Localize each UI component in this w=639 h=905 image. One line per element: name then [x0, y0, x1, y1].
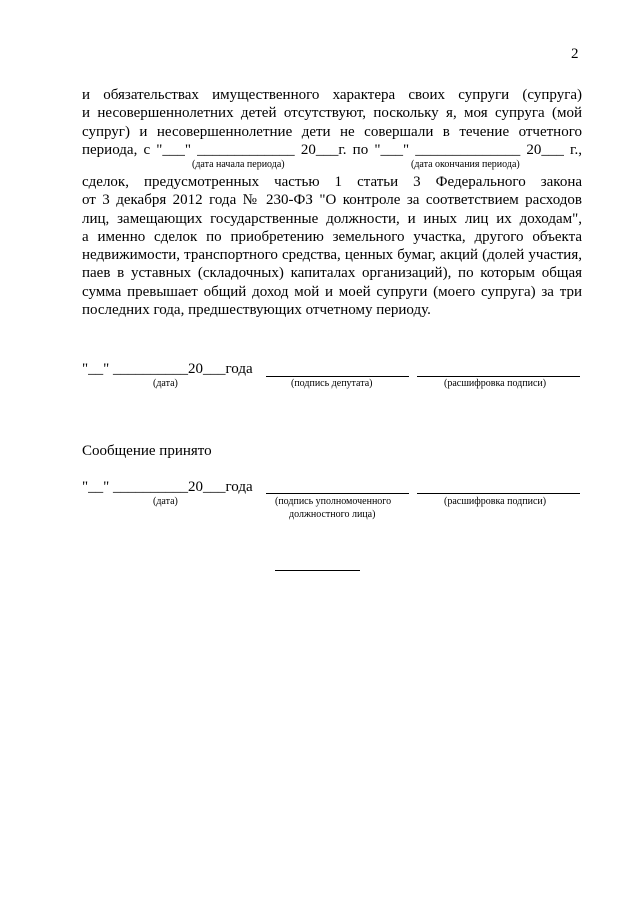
text-line: периода, с "___" _____________ 20___г. по "___" ______________ 20___ г., [82, 141, 582, 158]
paragraph-period-statement [82, 86, 582, 159]
paragraph-transactions [82, 173, 582, 319]
decoding-line [417, 493, 580, 494]
text-line: паев в уставных (складочных) капиталах организаций), по которым общая [82, 265, 582, 282]
text-line: от 3 декабря 2012 года № 230-ФЗ "О контроле за соответствием расходов [82, 192, 582, 209]
signature-caption: (подпись уполномоченного [275, 496, 392, 507]
decoding-caption: (расшифровка подписи) [444, 496, 547, 507]
signature-caption: (подпись депутата) [291, 378, 373, 389]
end-separator-line [275, 570, 360, 571]
text-line: последних года, предшествующих отчетному периоду. [82, 302, 431, 319]
text-line: супруг) и несовершеннолетние дети не совершали в течение отчетного [82, 123, 582, 140]
date-line: "__" __________20___года [82, 361, 253, 377]
accepted-label: Сообщение принято [82, 443, 212, 459]
date-line: "__" __________20___года [82, 479, 253, 495]
text-line: и обязательствах имущественного характера своих супруги (супруга) [82, 87, 582, 103]
text-line: а именно сделок по приобретению земельного участка, другого объекта [82, 228, 582, 245]
decoding-line [417, 376, 580, 377]
signature-caption: должностного лица) [289, 509, 376, 520]
text-line: сделок, предусмотренных частью 1 статьи 3 Федерального закона [82, 174, 582, 190]
date-caption: (дата) [153, 378, 178, 389]
decoding-caption: (расшифровка подписи) [444, 378, 547, 389]
text-line: недвижимости, транспортного средства, ценных бумаг, акций (долей участия, [82, 247, 582, 264]
signature-line [266, 493, 409, 494]
period-end-caption: (дата окончания периода) [411, 159, 520, 170]
page-number: 2 [571, 46, 579, 62]
text-line: лиц, замещающих государственные должности, и иных лиц их доходам", [82, 210, 582, 227]
signature-line [266, 376, 409, 377]
text-line: и несовершеннолетних детей отсутствуют, поскольку я, моя супруга (мой [82, 105, 582, 122]
text-line: сумма превышает общий доход мой и моей супруги (моего супруга) за три [82, 283, 582, 300]
period-start-caption: (дата начала периода) [192, 159, 285, 170]
date-caption: (дата) [153, 496, 178, 507]
